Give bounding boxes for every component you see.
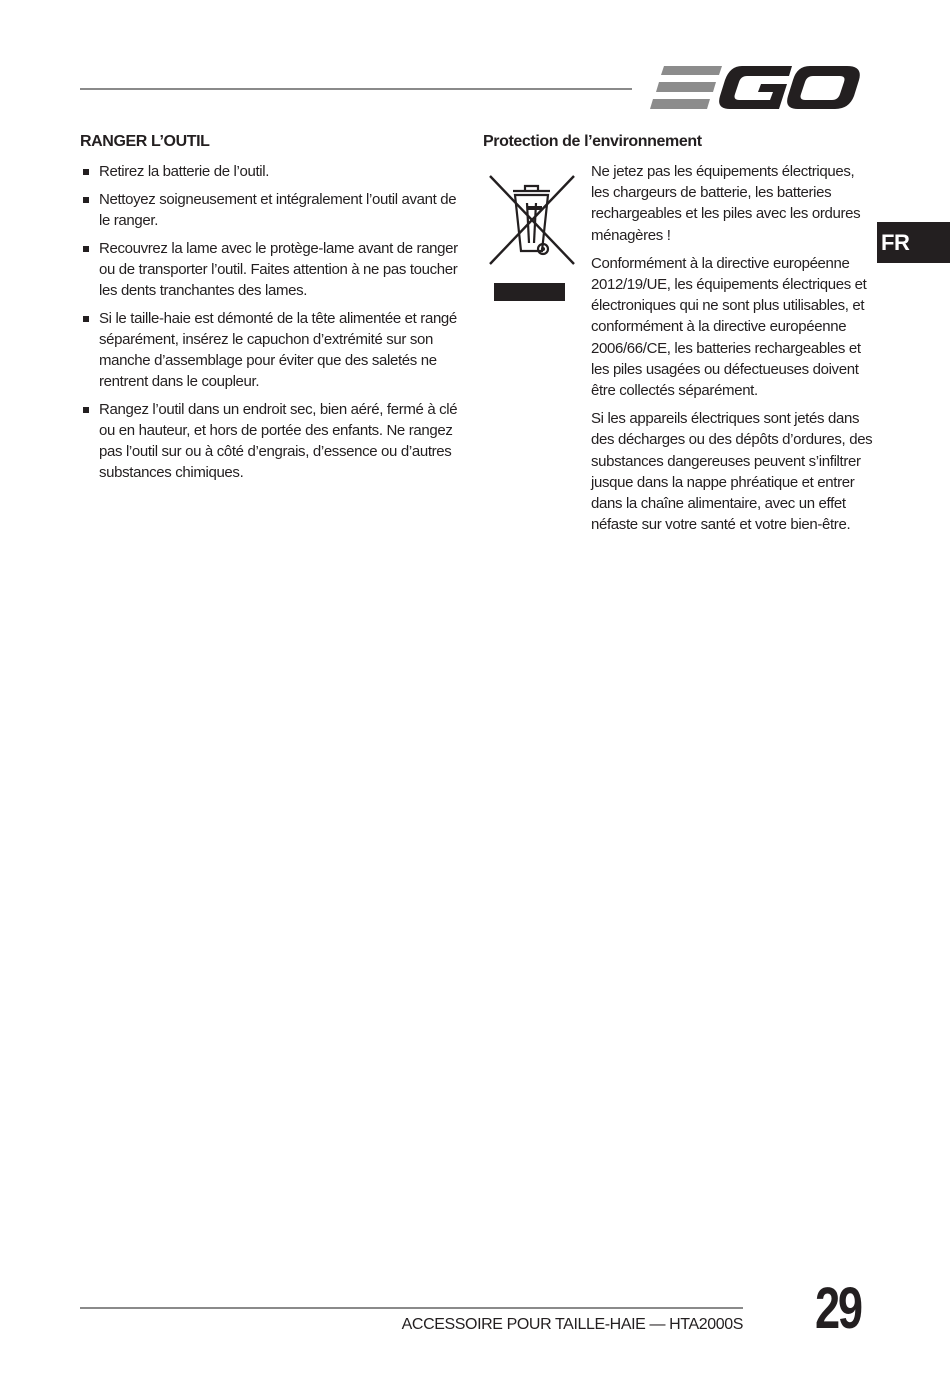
- list-item: Recouvrez la lame avec le protège-lame avant de ranger ou de transporter l’outil. Faites attention à ne pas toucher les dents tranchantes des lames.: [80, 238, 465, 301]
- environment-heading: Protection de l’environnement: [483, 133, 702, 150]
- list-item: Si le taille-haie est démonté de la tête alimentée et rangé séparément, insérez le capuchon d’extrémité sur son manche d’assemblage pour éviter que des saletés ne rentrent dans le coupleur.: [80, 308, 465, 392]
- crossed-out-wheelie-bin-icon: [487, 171, 577, 303]
- storage-list: [80, 161, 465, 483]
- storage-section: [80, 133, 465, 490]
- environment-text: [591, 161, 873, 535]
- list-item: Nettoyez soigneusement et intégralement l’outil avant de le ranger.: [80, 189, 465, 231]
- ego-logo: [650, 63, 862, 113]
- paragraph: Conformément à la directive européenne 2012/19/UE, les équipements électriques et électroniques qui ne sont plus utilisables, et conformément à la directive européenne 2006/66/CE, les batteries rechargeables et les piles usagées ou défectueuses doivent être collectés séparément.: [591, 254, 867, 400]
- footer-rule: [80, 1307, 743, 1309]
- paragraph: Si les appareils électriques sont jetés dans des décharges ou des dépôts d’ordures, des substances dangereuses peuvent s’infiltrer jusque dans la nappe phréatique et entrer dans la chaîne alimentaire, avec un effet néfaste sur votre santé et votre bien-être.: [591, 410, 873, 534]
- page-number: 29: [815, 1276, 861, 1341]
- language-tab: FR: [877, 222, 950, 263]
- paragraph: Ne jetez pas les équipements électriques, les chargeurs de batterie, les batteries rechargeables et les piles avec les ordures ménagères !: [591, 163, 861, 244]
- environment-section: [483, 133, 873, 542]
- list-item: Rangez l’outil dans un endroit sec, bien aéré, fermé à clé ou en hauteur, et hors de portée des enfants. Ne rangez pas l’outil sur ou à côté d’engrais, d’essence ou d’autres substances chimiques.: [80, 399, 465, 483]
- footer-title: ACCESSOIRE POUR TAILLE-HAIE — HTA2000S: [401, 1316, 743, 1333]
- list-item: Retirez la batterie de l’outil.: [80, 161, 465, 182]
- storage-heading: RANGER L’OUTIL: [80, 133, 210, 150]
- header-rule: [80, 88, 632, 90]
